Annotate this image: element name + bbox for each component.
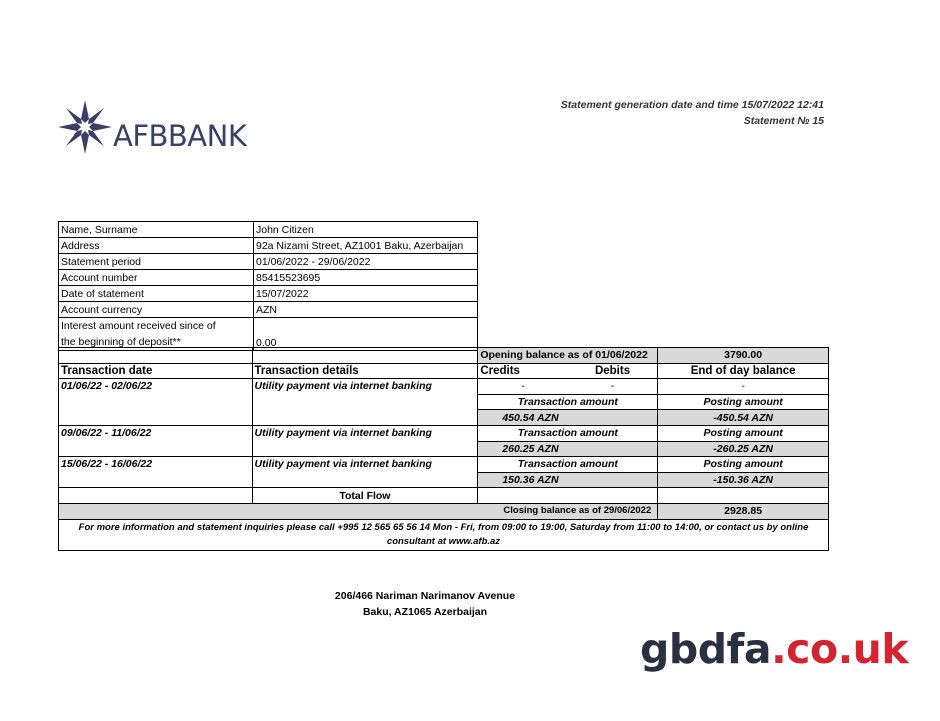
address-line-1: 206/466 Nariman Narimanov Avenue [334,590,516,602]
statement-info [561,97,824,129]
info-label: Date of statement [59,286,254,302]
posting-amount-label: Posting amount [658,425,829,441]
blank-cell [59,348,253,364]
txn-date: 01/06/22 - 02/06/22 [59,379,253,426]
txn-date: 09/06/22 - 11/06/22 [59,425,253,456]
info-value: 01/06/2022 - 29/06/2022 [254,254,478,270]
info-value: 15/07/2022 [254,286,478,302]
interest-value: 0.00 [256,337,277,349]
txn-details: Utility payment via internet banking [252,457,478,488]
blank-cell [658,488,829,504]
info-label: Name, Surname [59,222,254,238]
statement-number: Statement № 15 [743,115,824,127]
header-date: Transaction date [59,363,253,379]
txn-amount-label: Transaction amount [478,425,658,441]
watermark [640,625,908,673]
closing-row [59,503,829,519]
info-label [59,318,254,351]
txn-amount: 150.36 AZN [478,472,658,488]
info-label-line1: Interest amount received since of [61,320,216,332]
blank-cell [59,488,253,504]
txn-amount-label: Transaction amount [478,457,658,473]
watermark-part1: gbdfa [640,625,772,673]
header-credits: Credits [478,363,568,379]
info-row [59,254,478,270]
table-row [59,425,829,441]
total-flow-row [59,488,829,504]
footer-row [59,519,829,550]
posting-amount: -150.36 AZN [658,472,829,488]
posting-amount-label: Posting amount [658,457,829,473]
info-row [59,238,478,254]
txn-details: Utility payment via internet banking [252,379,478,426]
blank-cell [252,348,478,364]
info-value: AZN [254,302,478,318]
header-row [59,363,829,379]
watermark-part2: .co.uk [771,625,909,673]
txn-amount-label: Transaction amount [478,394,658,410]
info-row [59,286,478,302]
debit-value: - [568,379,658,395]
opening-value: 3790.00 [658,348,829,364]
transactions-table [58,347,829,551]
header-eod: End of day balance [658,363,829,379]
posting-amount: -450.54 AZN [658,410,829,426]
txn-details: Utility payment via internet banking [252,425,478,456]
total-flow-label: Total Flow [252,488,478,504]
closing-value: 2928.85 [658,503,829,519]
info-value [254,318,478,351]
txn-amount: 450.54 AZN [478,410,658,426]
info-label: Account number [59,270,254,286]
info-label: Address [59,238,254,254]
opening-label: Opening balance as of 01/06/2022 [478,348,658,364]
eod-value: - [658,379,829,395]
info-label-line2: the beginning of deposit** [61,336,181,348]
info-label: Account currency [59,302,254,318]
info-row [59,222,478,238]
info-label: Statement period [59,254,254,270]
txn-date: 15/06/22 - 16/06/22 [59,457,253,488]
blank-cell [478,488,658,504]
info-value: John Citizen [254,222,478,238]
header-details: Transaction details [252,363,478,379]
footer-note: For more information and statement inquiries please call +995 12 565 65 56 14 Mon - Fri, from 09:00 to 19:00, Saturday from 11:00 to 14:00, or contact us by online consultant at www.afb.az [59,519,829,550]
statement-generation-date: Statement generation date and time 15/07/2022 12:41 [560,99,824,111]
txn-amount: 260.25 AZN [478,441,658,457]
info-row [59,302,478,318]
table-row [59,457,829,473]
closing-label: Closing balance as of 29/06/2022 [59,503,658,519]
header-debits: Debits [568,363,658,379]
info-row [59,270,478,286]
info-row [59,318,478,351]
bank-address [300,588,550,620]
address-line-2: Baku, AZ1065 Azerbaijan [362,606,488,618]
credit-value: - [478,379,568,395]
info-value: 85415523695 [254,270,478,286]
account-info-table [58,221,478,351]
bank-name: AFBBANK [113,119,247,153]
posting-amount-label: Posting amount [658,394,829,410]
opening-row [59,348,829,364]
info-value: 92a Nizami Street, AZ1001 Baku, Azerbaijan [254,238,478,254]
table-row [59,379,829,395]
posting-amount: -260.25 AZN [658,441,829,457]
